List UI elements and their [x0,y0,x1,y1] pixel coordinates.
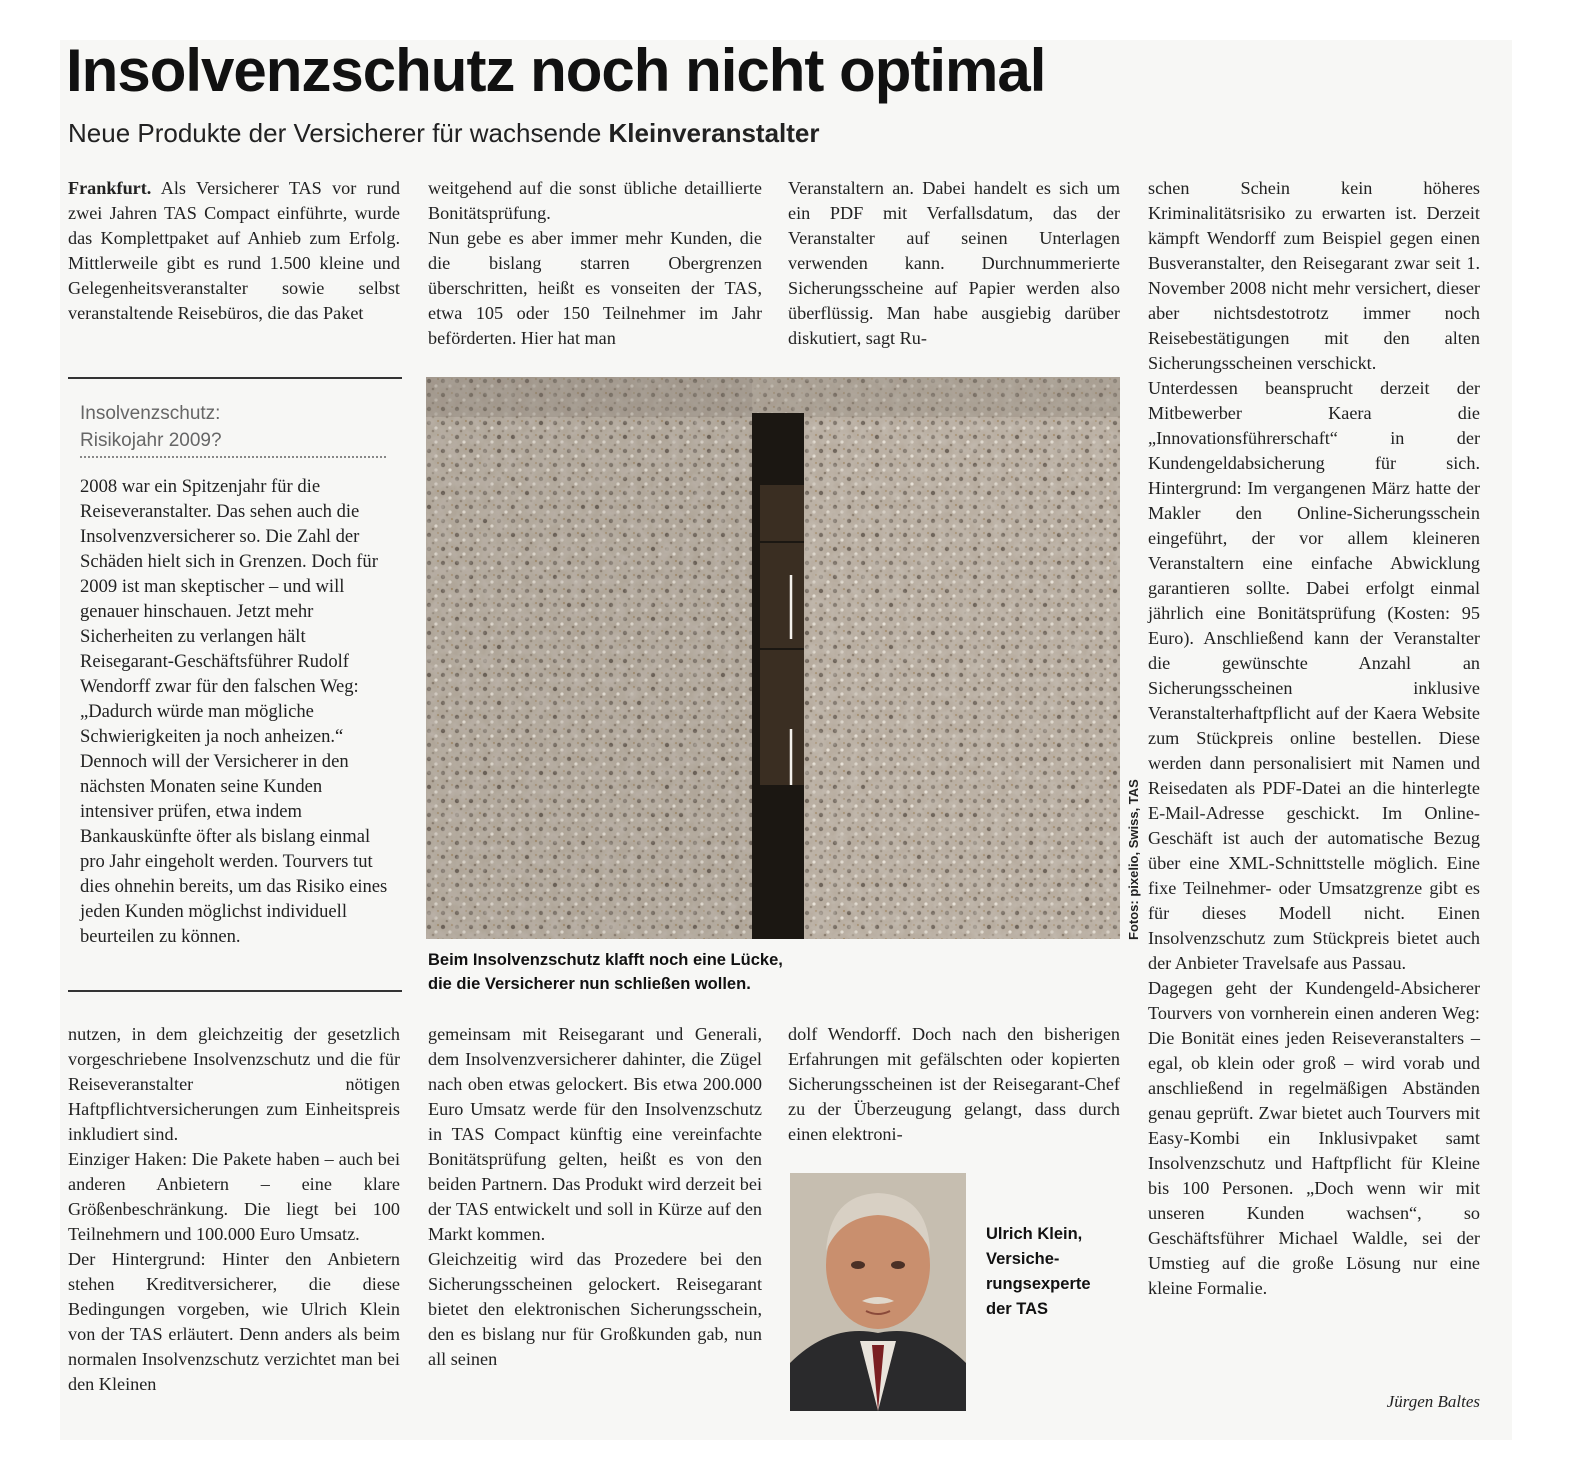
subheadline [68,118,820,149]
paragraph: schen Schein kein höheres Kriminalitätsrisiko zu erwarten ist. Derzeit kämpft Wendorff zum Beispiel gegen einen Busveranstalter, den Reisegarant zwar seit 1. November 2008 nicht mehr versichert, dieser aber nichtsdestotrotz immer noch Reisebestätigungen mit den alten Sicherungsscheinen verschickt. [1148,178,1480,373]
paragraph: Veranstaltern an. Dabei handelt es sich um ein PDF mit Verfallsdatum, das der Veranstalter auf seinen Unterlagen verwenden kann. Durchnummerierte Sicherungsscheine auf Papier werden also überflüssig. Man habe ausgiebig darüber diskutiert, sagt Ru- [788,178,1120,348]
sidebar-title-line1: Insolvenzschutz: [80,403,221,424]
dateline: Frankfurt. [68,178,152,198]
photo-credit: Fotos: pixelio, Swiss, TAS [1126,779,1141,940]
paragraph: gemeinsam mit Reisegarant und Generali, dem Insolvenzversicherer dahinter, die Zügel nach oben etwas gelockert. Bis etwa 200.000 Euro Umsatz werde für den Insolvenzschutz in TAS Compact künftig eine vereinfachte Bonitätsprüfung gelten, heißt es von den beiden Partnern. Das Produkt wird derzeit bei der TAS entwickelt und soll in Kürze auf den Markt kommen. [428,1024,762,1244]
column-3-bottom [788,1022,1120,1147]
photo-caption [428,948,848,996]
intro-text: Als Versicherer TAS vor rund zwei Jahren TAS Compact einführte, wurde das Komplettpaket auf Anhieb zum Erfolg. Mittlerweile gibt es rund 1.500 kleine und Gelegenheitsveranstalter sowie selbst veranstaltende Reisebüros, die das Paket [68,178,400,323]
paragraph: Einziger Haken: Die Pakete haben – auch bei anderen Anbietern – eine klare Größenbeschränkung. Die liegt bei 100 Teilnehmern und 100.000 Euro Umsatz. [68,1149,400,1244]
sidebar-box-text: 2008 war ein Spitzenjahr für die Reiseveranstalter. Das sehen auch die Insolvenzversicherer so. Die Zahl der Schäden hielt sich in Grenzen. Doch für 2009 ist man skeptischer – und will genauer hinschauen. Jetzt mehr Sicherheiten zu verlangen hält Reisegarant-Geschäftsführer Rudolf Wendorff zwar für den falschen Weg: „Dadurch würde man mögliche Schwierigkeiten ja noch anheizen.“ Dennoch will der Versicherer in den nächsten Monaten seine Kunden intensiver prüfen, etwa indem Bankauskünfte öfter als bislang einmal pro Jahr eingeholt werden. Tourvers tut dies ohnehin bereits, um das Risiko eines jeden Kunden möglichst individuell beurteilen zu können. [80,476,388,947]
caption-line1: Beim Insolvenzschutz klafft noch eine Lücke, [428,951,783,969]
portrait-photo [790,1173,966,1411]
paragraph: Gleichzeitig wird das Prozedere bei den Sicherungsscheinen gelockert. Reisegarant bietet den elektronischen Sicherungsschein, den es bislang nur für Großkunden gab, nun all seinen [428,1249,762,1369]
column-1-bottom [68,1022,400,1397]
author-byline: Jürgen Baltes [1386,1392,1480,1411]
paragraph: weitgehend auf die sonst übliche detaillierte Bonitätsprüfung. [428,178,762,223]
stone-gap-photo [426,377,1120,939]
column-2-bottom [428,1022,762,1372]
subheadline-text: Neue Produkte der Versicherer für wachsende [68,118,609,148]
portrait-caption: Ulrich Klein, Versiche-rungsexperte der TAS [986,1225,1091,1318]
subheadline-emphasis: Kleinveranstalter [608,118,820,148]
column-4 [1148,176,1480,1301]
paragraph: dolf Wendorff. Doch nach den bisherigen Erfahrungen mit gefälschten oder kopierten Sicherungsscheinen ist der Reisegarant-Chef zu der Überzeugung gelangt, dass durch einen elektroni- [788,1024,1120,1144]
main-photo [426,377,1120,939]
column-3-top [788,176,1120,351]
headline: Insolvenzschutz noch nicht optimal [66,37,1046,104]
column-1-top [68,176,400,326]
paragraph: Dagegen geht der Kundengeld-Absicherer Tourvers von vornherein einen anderen Weg: Die Bonität eines jeden Reiseveranstalters – egal, ob klein oder groß – wird vorab und anschließend in regelmäßigen Abständen genau geprüft. Zwar bietet auch Tourvers mit Easy-Kombi ein Inklusivpaket samt Insolvenzschutz und Haftpflicht für Kleine bis 100 Personen. „Doch wenn wir mit unseren Kunden wachsen“, so Geschäftsführer Michael Waldle, sei der Umstieg auf die große Lösung nur eine kleine Formalie. [1148,978,1480,1298]
sidebar-dotted-divider [80,456,386,458]
sidebar-title-line2: Risikojahr 2009? [80,430,222,451]
caption-line2: die die Versicherer nun schließen wollen. [428,975,751,993]
paragraph: Der Hintergrund: Hinter den Anbietern stehen Kreditversicherer, die diese Bedingungen vorgeben, wie Ulrich Klein von der TAS erläutert. Denn anders als beim normalen Insolvenzschutz verzichtet man bei den Kleinen [68,1249,400,1394]
column-2-top [428,176,762,351]
paragraph: Unterdessen beansprucht derzeit der Mitbewerber Kaera die „Innovationsführerschaft“ in der Kundengeldabsicherung für sich. Hintergrund: Im vergangenen März hatte der Makler den Online-Sicherungsschein eingeführt, der vor allem kleineren Veranstaltern eine einfache Abwicklung garantieren sollte. Dabei erfolgt einmal jährlich eine Bonitätsprüfung (Kosten: 95 Euro). Anschließend kann der Veranstalter die gewünschte Anzahl an Sicherungsscheinen inklusive Veranstalterhaftpflicht auf der Kaera Website zum Stückpreis online bestellen. Diese werden dann personalisiert mit Namen und Reisedaten als PDF-Datei an die hinterlegte E-Mail-Adresse geschickt. Im Online-Geschäft ist auch der automatische Bezug über eine XML-Schnittstelle möglich. Eine fixe Teilnehmer- oder Umsatzgrenze gibt es für dieses Modell nicht. Einen Insolvenzschutz zum Stückpreis bietet auch der Anbieter Travelsafe aus Passau. [1148,378,1480,973]
paragraph: nutzen, in dem gleichzeitig der gesetzlich vorgeschriebene Insolvenzschutz und die für Reiseveranstalter nötigen Haftpflichtversicherungen zum Einheitspreis inkludiert sind. [68,1024,400,1144]
article-intro [68,176,400,326]
sidebar-box-title [80,400,390,454]
paragraph: Nun gebe es aber immer mehr Kunden, die die bislang starren Obergrenzen überschritten, heißt es vonseiten der TAS, etwa 105 oder 150 Teilnehmer im Jahr beförderten. Hier hat man [428,228,762,348]
box-top-rule [68,377,402,379]
box-bottom-rule [68,990,402,992]
portrait-image [790,1173,966,1411]
